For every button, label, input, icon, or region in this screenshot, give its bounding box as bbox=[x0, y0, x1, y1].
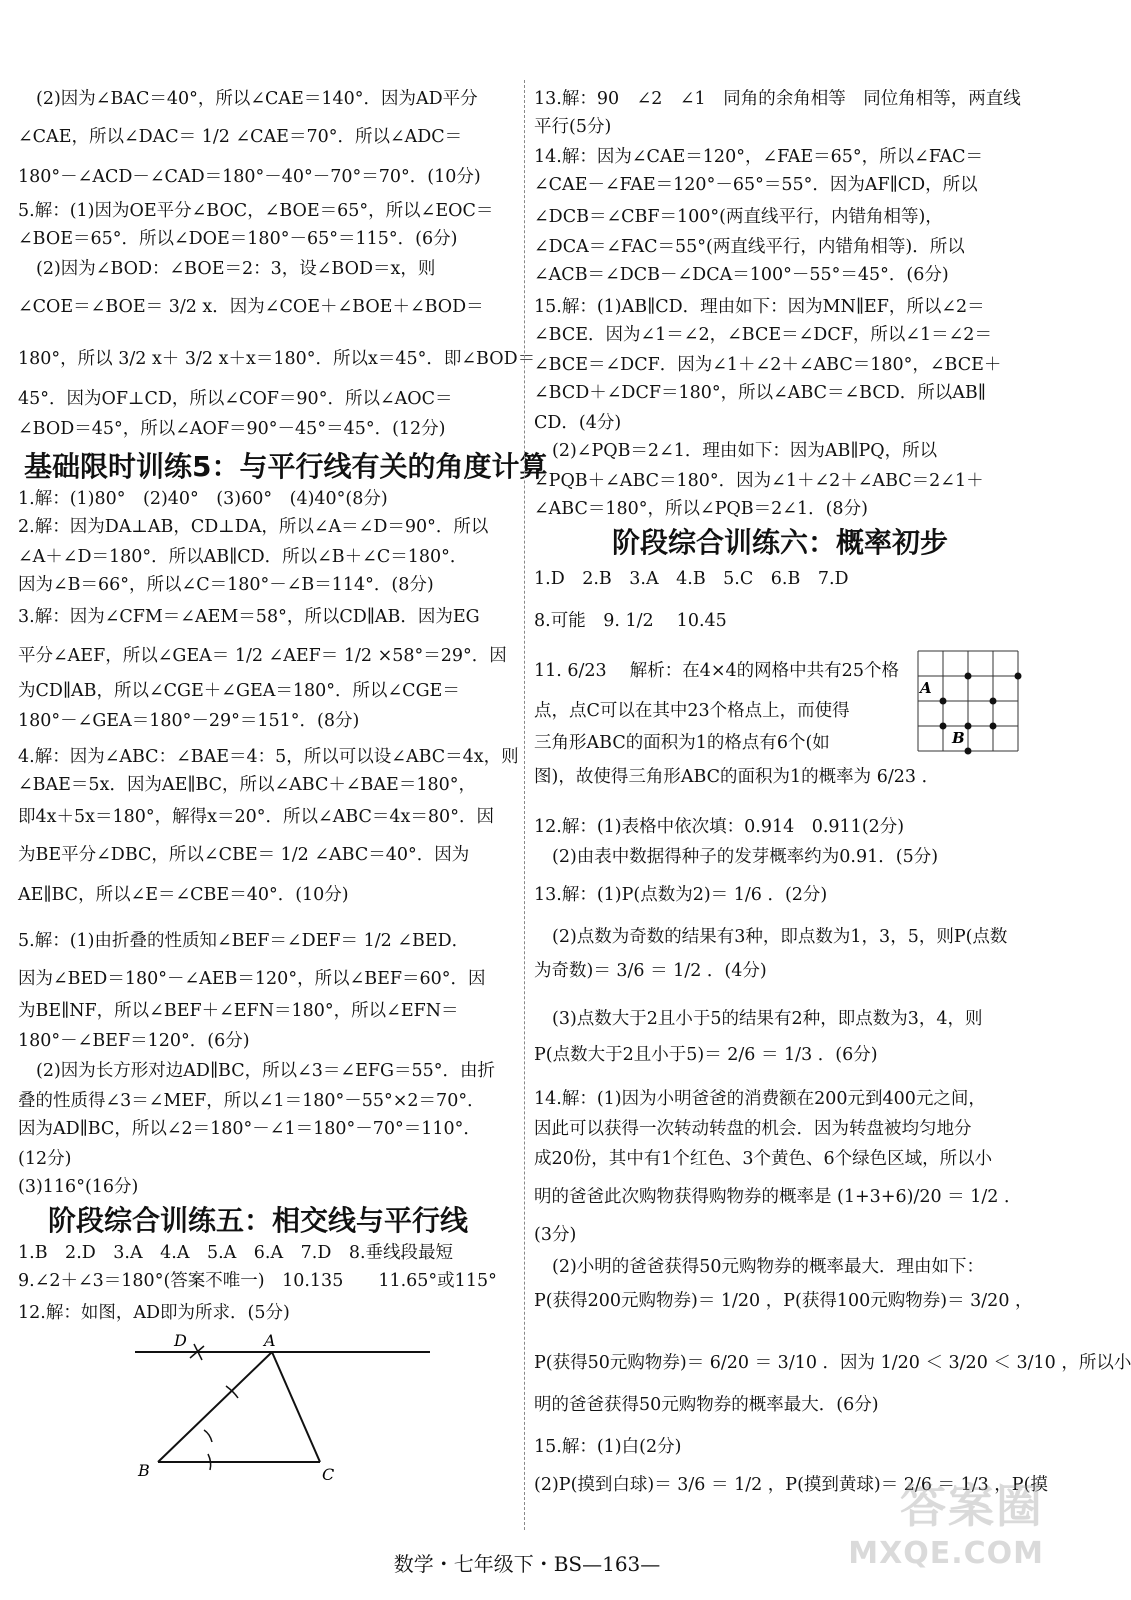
grid-point bbox=[965, 723, 972, 730]
text-line: ∠BCE＝∠DCF．因为∠1＋∠2＋∠ABC＝180°，∠BCE＋ bbox=[534, 355, 1002, 375]
side-ac bbox=[272, 1352, 320, 1462]
text-line: 180°，所以 3/2 x＋ 3/2 x＋x＝180°．所以x＝45°．即∠BOD＝ bbox=[18, 349, 536, 369]
text-line: P(点数大于2且小于5)＝ 2/6 ＝ 1/3 ．(6分) bbox=[534, 1045, 878, 1065]
text-line: 为BE平分∠DBC，所以∠CBE＝ 1/2 ∠ABC＝40°．因为 bbox=[18, 845, 470, 865]
text-line: 图)，故使得三角形ABC的面积为1的概率为 6/23 ． bbox=[534, 767, 940, 787]
text-line: ∠ACB＝∠DCB－∠DCA＝100°－55°＝45°．(6分) bbox=[534, 265, 949, 285]
text-line: (3)点数大于2且小于5的结果有2种，即点数为3，4，则 bbox=[552, 1009, 983, 1029]
text-line: (2)由表中数据得种子的发芽概率约为0.91．(5分) bbox=[552, 847, 939, 867]
text-line: 14.解：因为∠CAE＝120°，∠FAE＝65°，所以∠FAC＝ bbox=[534, 147, 983, 167]
text-line: 明的爸爸获得50元购物券的概率最大．(6分) bbox=[534, 1395, 879, 1415]
text-line: 45°．因为OF⊥CD，所以∠COF＝90°．所以∠AOC＝ bbox=[18, 389, 453, 409]
text-line: 5.解：(1)由折叠的性质知∠BEF＝∠DEF＝ 1/2 ∠BED． bbox=[18, 931, 470, 951]
text-line: ∠DCA＝∠FAC＝55°(两直线平行，内错角相等)．所以 bbox=[534, 237, 965, 257]
text-line: (3分) bbox=[534, 1225, 577, 1245]
grid-label-b: B bbox=[952, 729, 965, 747]
text-line: 15.解：(1)白(2分) bbox=[534, 1437, 682, 1457]
text-line: (2)因为∠BOD：∠BOE＝2：3，设∠BOD＝x，则 bbox=[36, 259, 436, 279]
text-line: 15.解：(1)AB∥CD．理由如下：因为MN∥EF，所以∠2＝ bbox=[534, 297, 985, 317]
text-line: ∠PQB＋∠ABC＝180°．因为∠1＋∠2＋∠ABC＝2∠1＋ bbox=[534, 471, 984, 491]
text-line: 13.解：(1)P(点数为2)＝ 1/6 ．(2分) bbox=[534, 885, 828, 905]
text-line: ∠COE＝∠BOE＝ 3/2 x．因为∠COE＋∠BOE＋∠BOD＝ bbox=[18, 297, 484, 317]
text-line: 5.解：(1)因为OE平分∠BOC，∠BOE＝65°，所以∠EOC＝ bbox=[18, 201, 494, 221]
text-line: 8.可能 9. 1/2 10.45 bbox=[534, 611, 727, 631]
text-line: ∠ABC＝180°，所以∠PQB＝2∠1．(8分) bbox=[534, 499, 868, 519]
text-line: ∠A＋∠D＝180°．所以AB∥CD．所以∠B＋∠C＝180°． bbox=[18, 547, 468, 567]
text-line: 三角形ABC的面积为1的格点有6个(如 bbox=[534, 733, 830, 753]
grid-point bbox=[990, 723, 997, 730]
text-line: 1.D 2.B 3.A 4.B 5.C 6.B 7.D bbox=[534, 569, 849, 589]
text-line: 3.解：因为∠CFM＝∠AEM＝58°，所以CD∥AB．因为EG bbox=[18, 607, 480, 627]
section-heading: 阶段综合训练五：相交线与平行线 bbox=[48, 1204, 469, 1237]
text-line: 1.B 2.D 3.A 4.A 5.A 6.A 7.D 8.垂线段最短 bbox=[18, 1243, 454, 1263]
text-line: 叠的性质得∠3＝∠MEF，所以∠1＝180°－55°×2＝70°． bbox=[18, 1091, 485, 1111]
label-a: A bbox=[264, 1331, 276, 1350]
text-line: ∠BOD＝45°，所以∠AOF＝90°－45°＝45°．(12分) bbox=[18, 419, 446, 439]
text-line: (12分) bbox=[18, 1149, 72, 1169]
column-divider bbox=[524, 80, 525, 1530]
text-line: 180°－∠BEF＝120°．(6分) bbox=[18, 1031, 250, 1051]
text-line: 因为∠B＝66°，所以∠C＝180°－∠B＝114°．(8分) bbox=[18, 575, 434, 595]
label-b: B bbox=[138, 1461, 150, 1480]
text-line: 因为AD∥BC，所以∠2＝180°－∠1＝180°－70°＝110°． bbox=[18, 1119, 481, 1139]
text-line: 2.解：因为DA⊥AB，CD⊥DA，所以∠A＝∠D＝90°．所以 bbox=[18, 517, 489, 537]
text-line: 4.解：因为∠ABC：∠BAE＝4：5，所以可以设∠ABC＝4x，则 bbox=[18, 747, 519, 767]
text-line: 为CD∥AB，所以∠CGE＋∠GEA＝180°．所以∠CGE＝ bbox=[18, 681, 460, 701]
text-line: 180°－∠ACD－∠CAD＝180°－40°－70°＝70°．(10分) bbox=[18, 167, 481, 187]
text-line: 因为∠BED＝180°－∠AEB＝120°，所以∠BEF＝60°．因 bbox=[18, 969, 486, 989]
text-line: 明的爸爸此次购物获得购物券的概率是 (1+3+6)/20 ＝ 1/2 ． bbox=[534, 1187, 1022, 1207]
watermark bbox=[848, 1470, 1044, 1571]
watermark-url: MXQE.COM bbox=[848, 1536, 1044, 1571]
text-line: (2)点数为奇数的结果有3种，即点数为1，3，5，则P(点数 bbox=[552, 927, 1008, 947]
text-line: ∠CAE，所以∠DAC＝ 1/2 ∠CAE＝70°．所以∠ADC＝ bbox=[18, 127, 463, 147]
text-line: 12.解：如图，AD即为所求．(5分) bbox=[18, 1303, 290, 1323]
side-ab bbox=[158, 1352, 272, 1462]
page-footer: 数学・七年级下・BS—163— bbox=[393, 1552, 661, 1576]
text-line: 12.解：(1)表格中依次填：0.914 0.911(2分) bbox=[534, 817, 905, 837]
text-line: 点，点C可以在其中23个格点上，而使得 bbox=[534, 701, 850, 721]
text-line: 因此可以获得一次转动转盘的机会．因为转盘被均匀地分 bbox=[534, 1119, 972, 1139]
text-line: 为奇数)＝ 3/6 ＝ 1/2 ．(4分) bbox=[534, 961, 767, 981]
text-line: (2)小明的爸爸获得50元购物券的概率最大．理由如下： bbox=[552, 1257, 985, 1277]
text-line: 180°－∠GEA＝180°－29°＝151°．(8分) bbox=[18, 711, 360, 731]
section-heading: 阶段综合训练六：概率初步 bbox=[612, 526, 949, 559]
text-line: (2)因为∠BAC＝40°，所以∠CAE＝140°．因为AD平分 bbox=[36, 89, 478, 109]
grid-point bbox=[940, 723, 947, 730]
text-line: (3)116°(16分) bbox=[18, 1177, 139, 1197]
triangle-figure bbox=[130, 1330, 440, 1490]
arc-mark-b bbox=[204, 1430, 212, 1442]
section-heading: 基础限时训练5：与平行线有关的角度计算 bbox=[24, 450, 548, 483]
text-line: P(获得200元购物券)＝ 1/20 ，P(获得100元购物券)＝ 3/20 ， bbox=[534, 1291, 1033, 1311]
text-line: AE∥BC，所以∠E＝∠CBE＝40°．(10分) bbox=[18, 885, 349, 905]
label-c: C bbox=[322, 1465, 335, 1484]
text-line: 成20份，其中有1个红色、3个黄色、6个绿色区域，所以小 bbox=[534, 1149, 993, 1169]
grid-figure bbox=[912, 645, 1024, 757]
grid-point bbox=[940, 698, 947, 705]
text-line: 即4x＋5x＝180°，解得x＝20°．所以∠ABC＝4x＝80°．因 bbox=[18, 807, 494, 827]
text-line: 平行(5分) bbox=[534, 117, 612, 137]
grid-point bbox=[990, 698, 997, 705]
text-line: 1.解：(1)80° (2)40° (3)60° (4)40°(8分) bbox=[18, 489, 388, 509]
text-line: ∠BCD＋∠DCF＝180°，所以∠ABC＝∠BCD．所以AB∥ bbox=[534, 383, 986, 403]
grid-label-a: A bbox=[920, 679, 932, 697]
text-line: 13.解：90 ∠2 ∠1 同角的余角相等 同位角相等，两直线 bbox=[534, 89, 1021, 109]
text-line: CD．(4分) bbox=[534, 413, 622, 433]
watermark-text: 答案圈 bbox=[900, 1479, 1044, 1533]
grid-point bbox=[965, 673, 972, 680]
text-line: ∠BOE＝65°．所以∠DOE＝180°－65°＝115°．(6分) bbox=[18, 229, 458, 249]
text-line: 11. 6/23 解析：在4×4的网格中共有25个格 bbox=[534, 661, 899, 681]
text-line: ∠DCB＝∠CBF＝100°(两直线平行，内错角相等)， bbox=[534, 207, 943, 227]
text-line: 为BE∥NF，所以∠BEF＋∠EFN＝180°，所以∠EFN＝ bbox=[18, 1001, 459, 1021]
text-line: (2)P(摸到白球)＝ 3/6 ＝ 1/2 ，P(摸到黄球)＝ 2/6 ＝ 1/3 ，P(摸 bbox=[534, 1475, 1048, 1495]
grid-lines bbox=[918, 651, 1018, 751]
text-line: ∠BCE．因为∠1＝∠2，∠BCE＝∠DCF，所以∠1＝∠2＝ bbox=[534, 325, 992, 345]
text-line: 平分∠AEF，所以∠GEA＝ 1/2 ∠AEF＝ 1/2 ×58°＝29°．因 bbox=[18, 646, 507, 666]
text-line: 14.解：(1)因为小明爸爸的消费额在200元到400元之间， bbox=[534, 1089, 986, 1109]
label-d: D bbox=[174, 1331, 187, 1350]
text-line: ∠BAE＝5x．因为AE∥BC，所以∠ABC＋∠BAE＝180°， bbox=[18, 775, 476, 795]
grid-point bbox=[965, 748, 972, 755]
grid-point bbox=[1015, 673, 1022, 680]
text-line: ∠CAE－∠FAE＝120°－65°＝55°．因为AF∥CD，所以 bbox=[534, 175, 978, 195]
text-line: P(获得50元购物券)＝ 6/20 ＝ 3/10 ．因为 1/20 ＜ 3/20 ＜ 3/10 ，所以小 bbox=[534, 1353, 1131, 1373]
text-line: (2)∠PQB＝2∠1．理由如下：因为AB∥PQ，所以 bbox=[552, 441, 938, 461]
text-line: (2)因为长方形对边AD∥BC，所以∠3＝∠EFG＝55°．由折 bbox=[36, 1061, 495, 1081]
text-line: 9.∠2＋∠3＝180°(答案不唯一) 10.135 11.65°或115° bbox=[18, 1271, 497, 1291]
